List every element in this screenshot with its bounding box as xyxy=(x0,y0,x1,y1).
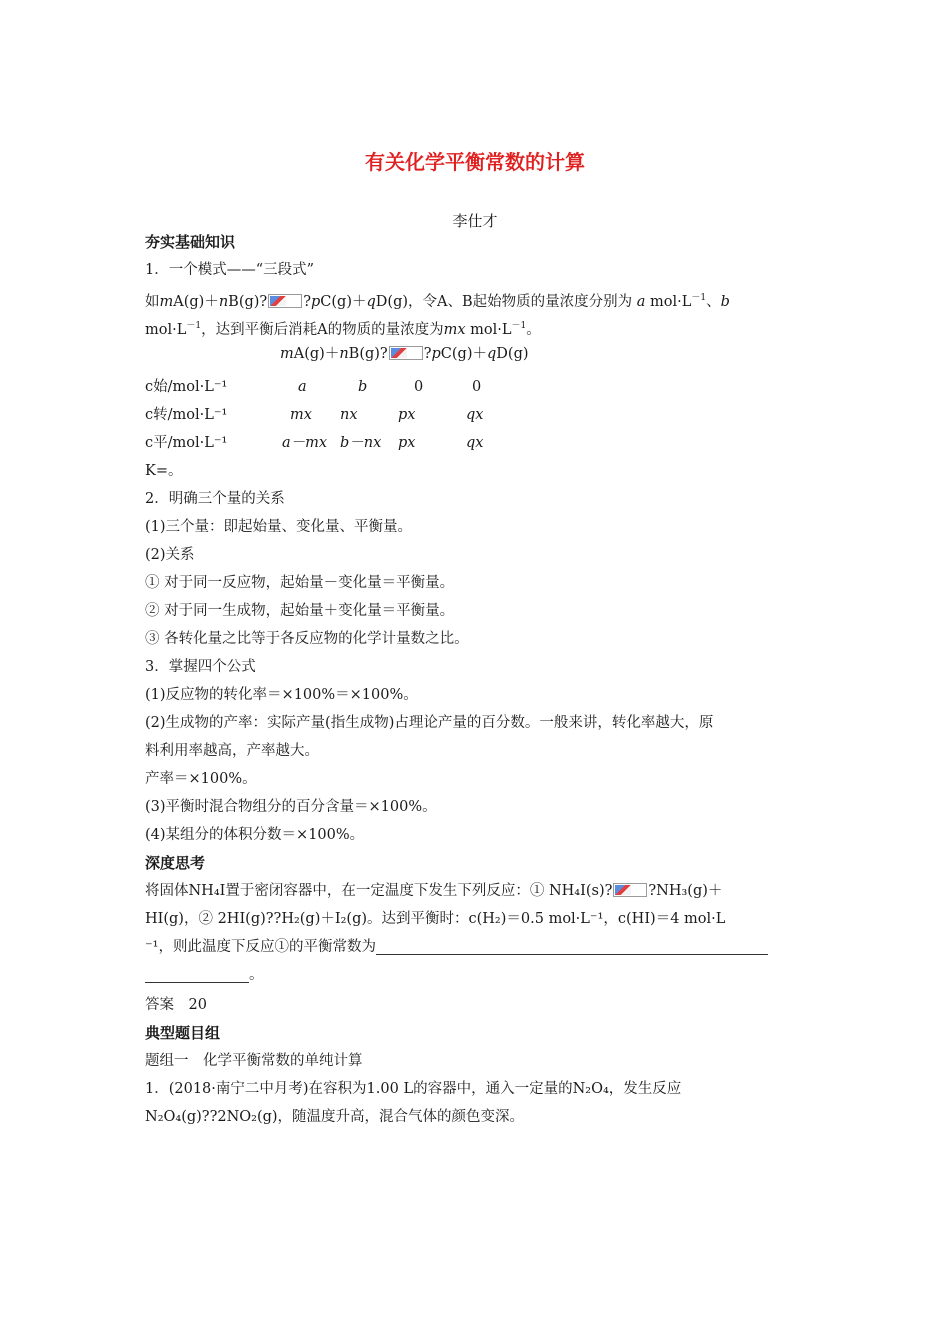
problem-group-title: 题组一 化学平衡常数的单纯计算 xyxy=(145,1053,363,1069)
item-2-heading: 2．明确三个量的关系 xyxy=(145,491,285,507)
paragraph-line: (4)某组分的体积分数＝×100%。 xyxy=(145,827,365,843)
equilibrium-constant-line: K=。 xyxy=(145,463,183,479)
paragraph-line: (2)关系 xyxy=(145,547,195,563)
paragraph-line: 产率＝×100%。 xyxy=(145,771,257,787)
table-cell: mx xyxy=(290,407,312,423)
paragraph-line: ① 对于同一反应物，起始量－变化量＝平衡量。 xyxy=(145,575,455,591)
answer-line: 答案 20 xyxy=(145,997,207,1013)
paragraph-line: ③ 各转化量之比等于各反应物的化学计量数之比。 xyxy=(145,631,469,647)
equation-line: mA(g)＋nB(g)? ?pC(g)＋qD(g) xyxy=(280,346,529,362)
paragraph-line: 如mA(g)＋nB(g)? ?pC(g)＋qD(g)，令A、B起始物质的量浓度分别为 a $mol\cdot L^{-1}$、b xyxy=(145,293,730,310)
answer-blank[interactable] xyxy=(145,966,249,983)
reversible-arrow-icon xyxy=(389,346,423,360)
paragraph-line: (1)三个量：即起始量、变化量、平衡量。 xyxy=(145,519,413,535)
table-cell: px xyxy=(398,407,416,423)
table-cell: qx xyxy=(466,435,484,451)
item-1-heading: 1．一个模式——“三段式” xyxy=(145,262,315,278)
table-cell: a－mx xyxy=(282,435,328,451)
paragraph-line: (3)平衡时混合物组分的百分含量＝×100%。 xyxy=(145,799,437,815)
section-heading-typical-problems: 典型题目组 xyxy=(145,1024,221,1042)
table-cell: b xyxy=(358,379,368,395)
table-cell: 0 xyxy=(472,379,482,395)
paragraph-line: ⁻¹，则此温度下反应①的平衡常数为 xyxy=(145,937,768,957)
paragraph-line: 。 xyxy=(145,965,264,985)
table-cell: nx xyxy=(340,407,358,423)
paragraph-line: $mol\cdot L^{-1}$，达到平衡后消耗A的物质的量浓度为mx $mol\cdot L^{-1}$。 xyxy=(145,321,541,338)
table-cell: a xyxy=(298,379,307,395)
paragraph-line: 料利用率越高，产率越大。 xyxy=(145,743,319,759)
table-cell: 0 xyxy=(414,379,424,395)
section-heading-deep-thinking: 深度思考 xyxy=(145,854,206,872)
paragraph-line: (2)生成物的产率：实际产量(指生成物)占理论产量的百分数。一般来讲，转化率越大，原 xyxy=(145,715,714,731)
section-heading-basics: 夯实基础知识 xyxy=(145,233,236,251)
item-3-heading: 3．掌握四个公式 xyxy=(145,659,256,675)
paragraph-line: N₂O₄(g)??2NO₂(g)，随温度升高，混合气体的颜色变深。 xyxy=(145,1109,525,1125)
paragraph-line: 将固体NH₄I置于密闭容器中，在一定温度下发生下列反应：① NH₄I(s)? ?NH₃(g)＋ xyxy=(145,883,723,899)
paragraph-line: 1．(2018·南宁二中月考)在容积为1.00 L的容器中，通入一定量的N₂O₄，发生反应 xyxy=(145,1081,682,1097)
page-title: 有关化学平衡常数的计算 xyxy=(365,150,585,174)
answer-blank[interactable] xyxy=(376,938,768,955)
table-row-label: c平/mol·L⁻¹ xyxy=(145,435,228,451)
paragraph-line: HI(g)，② 2HI(g)??H₂(g)＋I₂(g)。达到平衡时：c(H₂)＝0.5 mol·L⁻¹，c(HI)＝4 mol·L xyxy=(145,911,726,927)
table-cell: b－nx xyxy=(340,435,382,451)
paragraph-line: ② 对于同一生成物，起始量＋变化量＝平衡量。 xyxy=(145,603,455,619)
table-cell: px xyxy=(398,435,416,451)
reversible-arrow-icon xyxy=(613,883,647,897)
paragraph-line: (1)反应物的转化率＝×100%＝×100%。 xyxy=(145,687,418,703)
table-row-label: c转/mol·L⁻¹ xyxy=(145,407,228,423)
author: 李仕才 xyxy=(452,212,498,230)
reversible-arrow-icon xyxy=(268,294,302,308)
table-cell: qx xyxy=(466,407,484,423)
table-row-label: c始/mol·L⁻¹ xyxy=(145,379,228,395)
